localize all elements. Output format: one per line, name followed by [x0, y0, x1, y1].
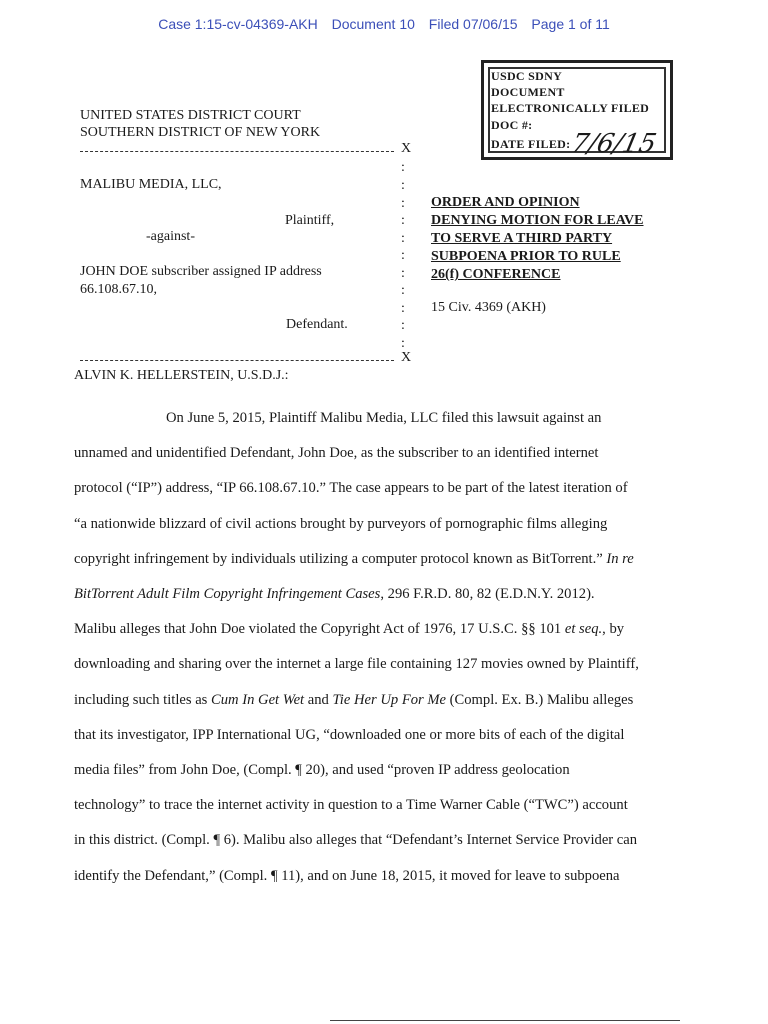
against-label: -against- — [146, 229, 195, 244]
ecf-header — [0, 16, 768, 32]
usdc-filing-stamp — [481, 60, 673, 160]
stamp-line-electronically-filed: ELECTRONICALLY FILED — [491, 101, 650, 115]
body-text-span: and — [307, 691, 329, 708]
page-indicator: Page 1 of 11 — [531, 16, 610, 32]
body-line — [74, 542, 674, 577]
film-title-italic: Tie Her Up For Me — [332, 691, 446, 708]
stamp-line-doc-number: DOC #: — [491, 118, 533, 132]
caption-colon: : — [401, 301, 405, 316]
stamp-handwritten-date: 7/6/15 — [568, 129, 659, 159]
body-line: identify the Defendant,” (Compl. ¶ 11), and on June 18, 2015, it moved for leave to subpoena — [74, 867, 620, 884]
body-line: “a nationwide blizzard of civil actions brought by purveyors of pornographic films alleging — [74, 515, 608, 532]
body-line: that its investigator, IPP International UG, “downloaded one or more bits of each of the digital — [74, 726, 625, 743]
caption-bottom-x: X — [401, 350, 412, 365]
caption-colon: : — [401, 283, 405, 298]
caption-colon: : — [401, 196, 405, 211]
order-title-line-2: DENYING MOTION FOR LEAVE — [431, 213, 644, 228]
order-title-line-5: 26(f) CONFERENCE — [431, 267, 561, 282]
body-line — [74, 683, 674, 718]
body-line: in this district. (Compl. ¶ 6). Malibu also alleges that “Defendant’s Internet Service Provider can — [74, 832, 638, 849]
stamp-line-document: DOCUMENT — [491, 85, 565, 99]
opinion-body — [74, 401, 674, 894]
body-text-span: including such titles as — [74, 691, 208, 708]
case-citation-italic: In re — [606, 550, 634, 567]
stamp-line-date-filed: DATE FILED: — [491, 137, 571, 151]
document-number: Document 10 — [331, 16, 415, 32]
body-text-span: , by — [602, 621, 625, 638]
court-name-line-2: SOUTHERN DISTRICT OF NEW YORK — [80, 125, 321, 140]
body-text-span: Malibu alleges that John Doe violated the Copyright Act of 1976, 17 U.S.C. §§ 101 — [74, 621, 562, 638]
caption-bottom-rule — [80, 360, 394, 361]
body-line: technology” to trace the internet activity in question to a Time Warner Cable (“TWC”) account — [74, 797, 628, 814]
caption-colon: : — [401, 248, 405, 263]
caption-colon: : — [401, 318, 405, 333]
body-line: protocol (“IP”) address, “IP 66.108.67.10.” The case appears to be part of the latest iteration of — [74, 480, 628, 497]
body-text-span: copyright infringement by individuals utilizing a computer protocol known as BitTorrent.” — [74, 550, 603, 567]
body-line: media files” from John Doe, (Compl. ¶ 20), and used “proven IP address geolocation — [74, 762, 570, 779]
filed-date: Filed 07/06/15 — [428, 16, 518, 32]
body-text-span: , 296 F.R.D. 80, 82 (E.D.N.Y. 2012). — [380, 586, 595, 603]
bottom-scan-rule — [330, 1020, 680, 1021]
order-title-line-3: TO SERVE A THIRD PARTY — [431, 231, 613, 246]
caption-top-rule — [80, 151, 394, 152]
body-line: downloading and sharing over the internet a large file containing 127 movies owned by Plaintiff, — [74, 656, 639, 673]
defendant-line-2: 66.108.67.10, — [80, 282, 157, 297]
caption-colon: : — [401, 160, 405, 175]
case-citation-italic: BitTorrent Adult Film Copyright Infringement Cases — [74, 586, 381, 603]
body-line — [74, 577, 674, 612]
order-title-line-4: SUBPOENA PRIOR TO RULE — [431, 249, 621, 264]
court-name-line-1: UNITED STATES DISTRICT COURT — [80, 108, 301, 123]
civil-case-number: 15 Civ. 4369 (AKH) — [431, 300, 546, 315]
defendant-line-1: JOHN DOE subscriber assigned IP address — [80, 264, 322, 279]
body-text-span: (Compl. Ex. B.) Malibu alleges — [449, 691, 634, 708]
body-line — [74, 612, 674, 647]
case-number: Case 1:15-cv-04369-AKH — [158, 16, 318, 32]
body-line: On June 5, 2015, Plaintiff Malibu Media, LLC filed this lawsuit against an — [166, 410, 602, 426]
defendant-role: Defendant. — [286, 317, 348, 332]
film-title-italic: Cum In Get Wet — [211, 691, 305, 708]
order-title-line-1: ORDER AND OPINION — [431, 195, 580, 210]
caption-colon: : — [401, 266, 405, 281]
caption-top-x: X — [401, 141, 412, 156]
caption-colon: : — [401, 231, 405, 246]
citation-italic: et seq. — [564, 621, 603, 638]
plaintiff-name: MALIBU MEDIA, LLC, — [80, 177, 222, 192]
body-line: unnamed and unidentified Defendant, John Doe, as the subscriber to an identified internet — [74, 445, 599, 462]
stamp-line-usdc: USDC SDNY — [491, 69, 563, 83]
judge-name: ALVIN K. HELLERSTEIN, U.S.D.J.: — [74, 368, 289, 383]
caption-colon: : — [401, 178, 405, 193]
plaintiff-role: Plaintiff, — [285, 213, 335, 228]
caption-colon: : — [401, 336, 405, 351]
order-title — [431, 194, 644, 284]
caption-colon: : — [401, 213, 405, 228]
